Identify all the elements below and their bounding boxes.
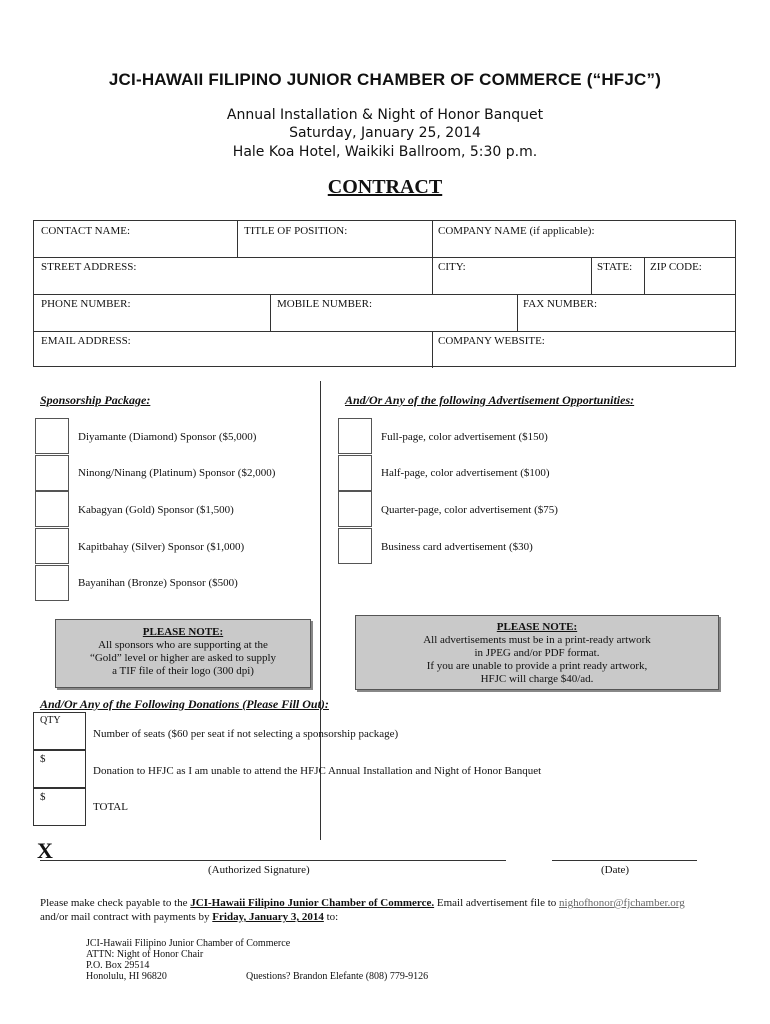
seats-row-label: Number of seats ($60 per seat if not selecting a sponsorship package) — [93, 728, 399, 740]
sponsorship-note-line: “Gold” level or higher are asked to supply — [89, 652, 277, 664]
email-link[interactable]: nighofhonor@fjchamber.org — [559, 897, 685, 909]
gold-checkbox[interactable] — [35, 491, 69, 527]
contact-name-field[interactable]: CONTACT NAME: — [41, 225, 131, 237]
silver-checkbox[interactable] — [35, 528, 69, 564]
signature-x-mark: X — [37, 838, 53, 863]
diamond-option: Diyamante (Diamond) Sponsor ($5,000) — [78, 431, 257, 443]
fax-field[interactable]: FAX NUMBER: — [523, 298, 598, 310]
questions-contact: Questions? Brandon Elefante (808) 779-9126 — [246, 971, 429, 982]
payment-instructions — [40, 897, 685, 909]
phone-field[interactable]: PHONE NUMBER: — [41, 298, 131, 310]
sponsorship-note-title: PLEASE NOTE: — [142, 626, 224, 638]
contract-heading: CONTRACT — [327, 176, 443, 198]
bronze-option: Bayanihan (Bronze) Sponsor ($500) — [78, 577, 238, 589]
address-line: ATTN: Night of Honor Chair — [86, 949, 204, 960]
city-field[interactable]: CITY: — [438, 261, 466, 273]
advertising-note — [355, 615, 719, 690]
website-field[interactable]: COMPANY WEBSITE: — [438, 335, 545, 347]
address-line: JCI-Hawaii Filipino Junior Chamber of Commerce — [86, 938, 291, 949]
advertising-note-line: HFJC will charge $40/ad. — [480, 673, 594, 685]
donation-row-label: Donation to HFJC as I am unable to attend the HFJC Annual Installation and Night of Honor Banquet — [93, 765, 542, 777]
sponsorship-note — [55, 619, 311, 688]
donations-heading: And/Or Any of the Following Donations (Please Fill Out): — [40, 697, 329, 711]
sponsorship-note-line: a TIF file of their logo (300 dpi) — [112, 665, 254, 677]
bronze-checkbox[interactable] — [35, 565, 69, 601]
half-page-checkbox[interactable] — [338, 455, 372, 491]
quarter-page-checkbox[interactable] — [338, 491, 372, 527]
mail-instructions — [40, 911, 338, 923]
advertising-note-title: PLEASE NOTE: — [496, 621, 578, 633]
signature-line[interactable] — [40, 860, 506, 861]
full-page-option: Full-page, color advertisement ($150) — [381, 431, 548, 443]
date-line[interactable] — [552, 860, 697, 861]
payee-name: JCI-Hawaii Filipino Junior Chamber of Commerce. — [190, 897, 435, 909]
total-amount-input[interactable]: $ — [33, 788, 86, 826]
date-label: (Date) — [601, 864, 630, 876]
advertising-heading: And/Or Any of the following Advertisement Opportunities: — [345, 393, 635, 407]
silver-option: Kapitbahay (Silver) Sponsor ($1,000) — [78, 541, 245, 553]
business-card-checkbox[interactable] — [338, 528, 372, 564]
mobile-field[interactable]: MOBILE NUMBER: — [277, 298, 373, 310]
address-line: Honolulu, HI 96820 — [86, 971, 167, 982]
advertising-note-line: All advertisements must be in a print-ready artwork — [423, 634, 651, 646]
donation-amount-input[interactable]: $ — [33, 750, 86, 788]
diamond-checkbox[interactable] — [35, 418, 69, 454]
company-name-field[interactable]: COMPANY NAME (if applicable): — [438, 225, 595, 237]
email-field[interactable]: EMAIL ADDRESS: — [41, 335, 131, 347]
business-card-option: Business card advertisement ($30) — [381, 541, 533, 553]
total-row-label: TOTAL — [93, 801, 128, 813]
deadline-date: Friday, January 3, 2014 — [212, 911, 324, 923]
zip-code-field[interactable]: ZIP CODE: — [650, 261, 702, 273]
advertising-note-line: in JPEG and/or PDF format. — [474, 647, 600, 659]
contact-form — [33, 220, 736, 367]
platinum-option: Ninong/Ninang (Platinum) Sponsor ($2,000) — [78, 467, 276, 479]
org-title: JCI-HAWAII FILIPINO JUNIOR CHAMBER OF COMMERCE (“HFJC”) — [108, 70, 662, 89]
sponsorship-heading: Sponsorship Package: — [40, 393, 151, 407]
address-line: P.O. Box 29514 — [86, 960, 150, 971]
event-location: Hale Koa Hotel, Waikiki Ballroom, 5:30 p.m. — [232, 144, 538, 160]
qty-input[interactable]: QTY — [33, 712, 86, 750]
mail-text-end: to: — [323, 911, 339, 923]
gold-option: Kabagyan (Gold) Sponsor ($1,500) — [78, 504, 234, 516]
mail-text: and/or mail contract with payments by — [40, 911, 213, 923]
platinum-checkbox[interactable] — [35, 455, 69, 491]
advertising-note-line: If you are unable to provide a print ready artwork, — [426, 660, 648, 672]
quarter-page-option: Quarter-page, color advertisement ($75) — [381, 504, 558, 516]
sponsorship-note-line: All sponsors who are supporting at the — [98, 639, 268, 651]
title-position-field[interactable]: TITLE OF POSITION: — [244, 225, 348, 237]
street-address-field[interactable]: STREET ADDRESS: — [41, 261, 137, 273]
event-name: Annual Installation & Night of Honor Banquet — [226, 107, 544, 123]
half-page-option: Half-page, color advertisement ($100) — [381, 467, 550, 479]
state-field[interactable]: STATE: — [597, 261, 633, 273]
email-instruction: Email advertisement file to — [434, 897, 560, 909]
payment-text: Please make check payable to the — [40, 897, 191, 909]
signature-label: (Authorized Signature) — [208, 864, 310, 876]
full-page-checkbox[interactable] — [338, 418, 372, 454]
event-date: Saturday, January 25, 2014 — [289, 125, 481, 141]
